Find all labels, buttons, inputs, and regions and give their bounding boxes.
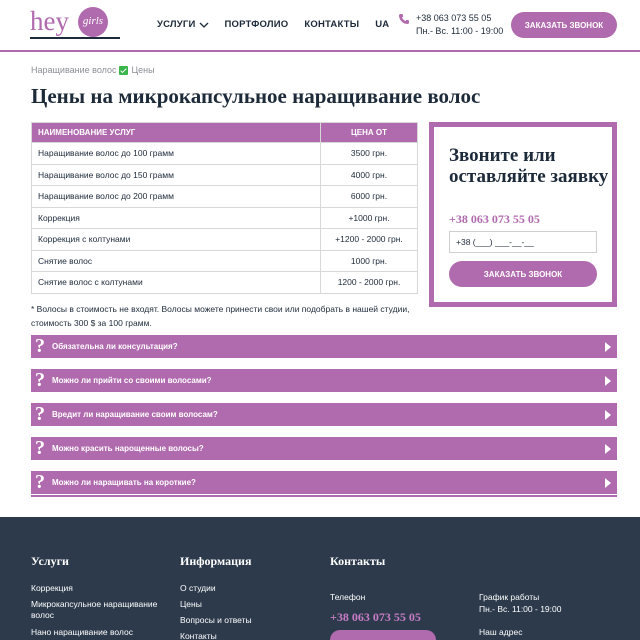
table-cell-service: Наращивание волос до 100 грамм <box>32 143 321 165</box>
callback-title: Звоните или оставляйте заявку <box>449 145 609 187</box>
callback-form <box>429 122 617 307</box>
question-mark-icon: ? <box>35 403 45 425</box>
footer-callback-button[interactable] <box>330 630 436 640</box>
footer-link[interactable]: Цены <box>180 599 202 609</box>
site-footer <box>0 517 640 640</box>
footer-contacts-title: Контакты <box>330 554 386 568</box>
question-mark-icon: ? <box>35 471 45 493</box>
faq-divider <box>31 495 617 497</box>
logo-girls: girls <box>82 15 104 27</box>
arrow-right-icon <box>605 376 611 386</box>
header-hours: Пн.- Вс. 11:00 - 19:00 <box>416 26 504 36</box>
check-icon <box>119 66 128 75</box>
price-note: * Волосы в стоимость не входят. Волосы можете принести свои или подобрать в нашей студии, стоимость 300 $ за 100 грамм. <box>31 304 410 328</box>
faq-question: Можно красить нарощенные волосы? <box>52 444 204 453</box>
table-cell-price: 1000 грн. <box>321 250 418 272</box>
table-row <box>32 186 418 208</box>
footer-link[interactable]: Нано наращивание волос <box>31 627 133 637</box>
table-cell-service: Снятие волос с колтунами <box>32 272 321 294</box>
table-cell-service: Наращивание волос до 200 грамм <box>32 186 321 208</box>
page-title: Цены на микрокапсульное наращивание волос <box>31 84 481 108</box>
table-cell-price: 4000 грн. <box>321 164 418 186</box>
table-header-row <box>32 123 418 143</box>
arrow-right-icon <box>605 410 611 420</box>
table-cell-service: Снятие волос <box>32 250 321 272</box>
table-header-price: ЦЕНА ОТ <box>321 123 418 143</box>
table-cell-price: 1200 - 2000 грн. <box>321 272 418 294</box>
table-cell-service: Коррекция с колтунами <box>32 229 321 251</box>
table-row <box>32 250 418 272</box>
phone-icon <box>398 13 410 25</box>
header-callback-button[interactable]: ЗАКАЗАТЬ ЗВОНОК <box>511 12 617 38</box>
arrow-right-icon <box>605 478 611 488</box>
faq-question: Вредит ли наращивание своим волосам? <box>52 410 218 419</box>
arrow-right-icon <box>605 342 611 352</box>
table-cell-price: 6000 грн. <box>321 186 418 208</box>
footer-schedule-label: График работы <box>479 592 540 602</box>
logo-hey: hey <box>30 6 69 36</box>
arrow-right-icon <box>605 444 611 454</box>
faq-item[interactable] <box>31 335 617 358</box>
table-cell-service: Наращивание волос до 150 грамм <box>32 164 321 186</box>
nav-item-contacts[interactable]: КОНТАКТЫ <box>304 19 360 30</box>
main-nav <box>157 19 405 30</box>
phone-input[interactable]: +38 (___) ___-__-__ <box>449 231 597 253</box>
table-row <box>32 207 418 229</box>
table-row <box>32 164 418 186</box>
table-header-service: НАИМЕНОВАНИЕ УСЛУГ <box>32 123 321 143</box>
footer-link[interactable]: Коррекция <box>31 583 73 593</box>
chevron-down-icon <box>199 21 209 29</box>
footer-services-title: Услуги <box>31 554 69 568</box>
logo-underline <box>30 37 120 39</box>
callback-phone[interactable]: +38 063 073 55 05 <box>449 212 540 226</box>
faq-item[interactable] <box>31 369 617 392</box>
footer-link[interactable]: Микрокапсульное наращивание волос <box>31 599 158 620</box>
footer-address-label: Наш адрес <box>479 627 523 637</box>
footer-schedule: Пн.- Вс. 11:00 - 19:00 <box>479 604 562 614</box>
footer-phone-label: Телефон <box>330 592 366 602</box>
table-row <box>32 229 418 251</box>
table-cell-price: 3500 грн. <box>321 143 418 165</box>
nav-item-services-label: УСЛУГИ <box>157 19 196 30</box>
faq-item[interactable] <box>31 403 617 426</box>
faq-question: Обязательна ли консультация? <box>52 342 178 351</box>
price-table <box>31 122 418 294</box>
callback-submit-button[interactable]: ЗАКАЗАТЬ ЗВОНОК <box>449 261 597 287</box>
table-cell-price: +1200 - 2000 грн. <box>321 229 418 251</box>
table-row <box>32 143 418 165</box>
faq-question: Можно ли наращивать на короткие? <box>52 478 196 487</box>
faq-item[interactable] <box>31 437 617 460</box>
footer-link[interactable]: Вопросы и ответы <box>180 615 252 625</box>
footer-link[interactable]: О студии <box>180 583 216 593</box>
footer-phone[interactable]: +38 063 073 55 05 <box>330 610 421 624</box>
table-cell-price: +1000 грн. <box>321 207 418 229</box>
nav-item-portfolio[interactable]: ПОРТФОЛИО <box>224 19 289 30</box>
nav-item-services[interactable] <box>157 19 209 30</box>
faq-question: Можно ли прийти со своими волосами? <box>52 376 212 385</box>
site-header <box>0 0 640 52</box>
faq-item[interactable] <box>31 471 617 494</box>
question-mark-icon: ? <box>35 335 45 357</box>
question-mark-icon: ? <box>35 369 45 391</box>
footer-link[interactable]: Контакты <box>180 631 217 640</box>
header-phone[interactable]: +38 063 073 55 05 <box>416 13 492 23</box>
table-cell-service: Коррекция <box>32 207 321 229</box>
table-row <box>32 272 418 294</box>
question-mark-icon: ? <box>35 437 45 459</box>
footer-info-title: Информация <box>180 554 252 568</box>
language-switch[interactable]: UA <box>375 19 390 30</box>
breadcrumb-parent[interactable]: Наращивание волос <box>31 65 117 75</box>
breadcrumb <box>31 65 155 75</box>
logo[interactable] <box>30 6 122 42</box>
breadcrumb-current: Цены <box>131 65 155 75</box>
